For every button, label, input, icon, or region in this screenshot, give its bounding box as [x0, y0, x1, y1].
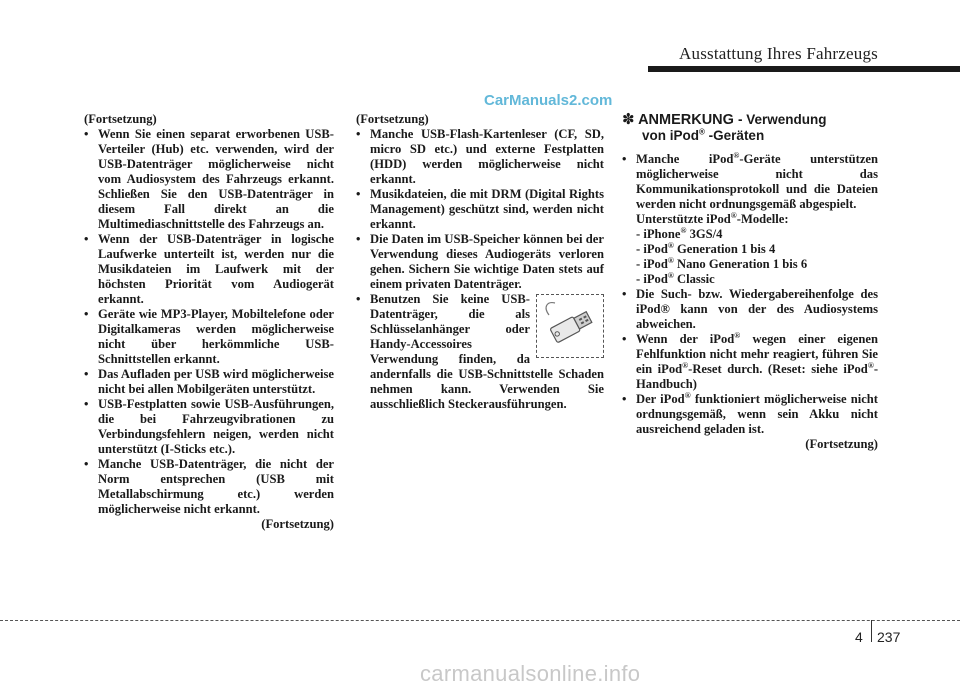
- usb-figure: [536, 294, 604, 358]
- model-line: - iPod® Generation 1 bis 4: [636, 240, 776, 256]
- bullet-list: [84, 127, 334, 517]
- watermark-bottom[interactable]: carmanualsonline.info: [420, 661, 641, 686]
- model-line: - iPhone® 3GS/4: [636, 225, 723, 241]
- list-item-text: Benutzen Sie keine USB-Datenträger, die als Schlüsselanhänger oder Handy-Accessoires Verwendung finden, da andernfalls die USB-Schnittstelle Schaden nehmen kann. Verwenden Sie ausschließlich Steckerausführungen.: [370, 292, 604, 411]
- list-item: • Die Such- bzw. Wiedergabereihenfolge des iPod® kann von der des Audiosystems abweichen.: [622, 287, 878, 332]
- page-number: 237: [877, 629, 901, 645]
- header-title: Ausstattung Ihres Fahrzeugs: [679, 44, 878, 63]
- column-2: [356, 112, 604, 412]
- list-item: • Musikdateien, die mit DRM (Digital Rights Management) geschützt sind, werden nicht erkannt.: [356, 187, 604, 232]
- note-star-icon: ✽: [622, 111, 635, 128]
- header-bar: [648, 66, 960, 72]
- note-subtitle: - Verwendung: [737, 112, 827, 127]
- bullet-list: [622, 152, 878, 437]
- usb-stick-icon: [537, 295, 603, 357]
- continued-label: (Fortsetzung): [356, 112, 429, 126]
- watermark-top[interactable]: CarManuals2.com: [484, 92, 613, 109]
- note-title: ANMERKUNG: [638, 112, 734, 128]
- note-subtitle-line2: von iPod® -Geräten: [642, 127, 765, 143]
- list-item: • Manche iPod®-Geräte unterstützen möglicherweise nicht das Kommunikationsprotokoll und die Dateien werden nicht ordnungsgemäß abgespielt. Unterstützte iPod®-Modelle: - iPhone® 3GS/4 - iPod® Generation 1 bis 4 - iPod® Nano Generation 1 bis 6 - iPod® Classic: [622, 152, 878, 287]
- continued-footer: (Fortsetzung): [261, 517, 334, 531]
- note-heading: [622, 112, 878, 144]
- list-item: • Wenn der USB-Datenträger in logische Laufwerke unterteilt ist, werden nur die Musikdateien im Laufwerk mit der höchsten Priorität vom Audiogerät erkannt.: [84, 232, 334, 307]
- model-line: - iPod® Classic: [636, 270, 715, 286]
- column-1: [84, 112, 334, 532]
- list-item: • Geräte wie MP3-Player, Mobiltelefone oder Digitalkameras werden möglicherweise nicht über herkömmliche USB-Schnittstellen erkannt.: [84, 307, 334, 367]
- list-item: [356, 292, 604, 412]
- list-item: • USB-Festplatten sowie USB-Ausführungen, die bei Fahrzeugvibrationen zu Verbindungsfehlern neigen, werden nicht unterstützt (I-Sticks etc.).: [84, 397, 334, 457]
- list-item: • Wenn der iPod® wegen einer eigenen Fehlfunktion nicht mehr reagiert, führen Sie ein iPod®-Reset durch. (Reset: siehe iPod®-Handbuch): [622, 332, 878, 392]
- list-item: • Manche USB-Flash-Kartenleser (CF, SD, micro SD etc.) und externe Festplatten (HDD) werden möglicherweise nicht erkannt.: [356, 127, 604, 187]
- page-divider: [871, 620, 872, 642]
- continued-footer: (Fortsetzung): [805, 437, 878, 451]
- list-item: • Das Aufladen per USB wird möglicherweise nicht bei allen Mobilgeräten unterstützt.: [84, 367, 334, 397]
- column-3: [622, 112, 878, 452]
- list-item: • Manche USB-Datenträger, die nicht der Norm entsprechen (USB mit Metallabschirmung etc.) werden möglicherweise nicht erkannt.: [84, 457, 334, 517]
- continued-label: (Fortsetzung): [84, 112, 157, 126]
- model-line: - iPod® Nano Generation 1 bis 6: [636, 255, 808, 271]
- chapter-number: 4: [855, 629, 863, 645]
- list-item: • Der iPod® funktioniert möglicherweise nicht ordnungsgemäß, wenn sein Akku nicht ausreichend geladen ist.: [622, 392, 878, 437]
- list-item: • Die Daten im USB-Speicher können bei der Verwendung dieses Audiogeräts verloren gehen. Sichern Sie wichtige Daten stets auf einem privaten Datenträger.: [356, 232, 604, 292]
- bullet-list: [356, 127, 604, 412]
- models-label: Unterstützte iPod®-Modelle:: [636, 210, 789, 226]
- list-item: • Wenn Sie einen separat erworbenen USB-Verteiler (Hub) etc. verwenden, wird der USB-Datenträger möglicherweise nicht vom Audiosystem des Fahrzeugs erkannt. Schließen Sie den USB-Datenträger in diesem Fall direkt an die Multimediaschnittstelle des Fahrzeugs an.: [84, 127, 334, 232]
- footer-line: [0, 620, 960, 621]
